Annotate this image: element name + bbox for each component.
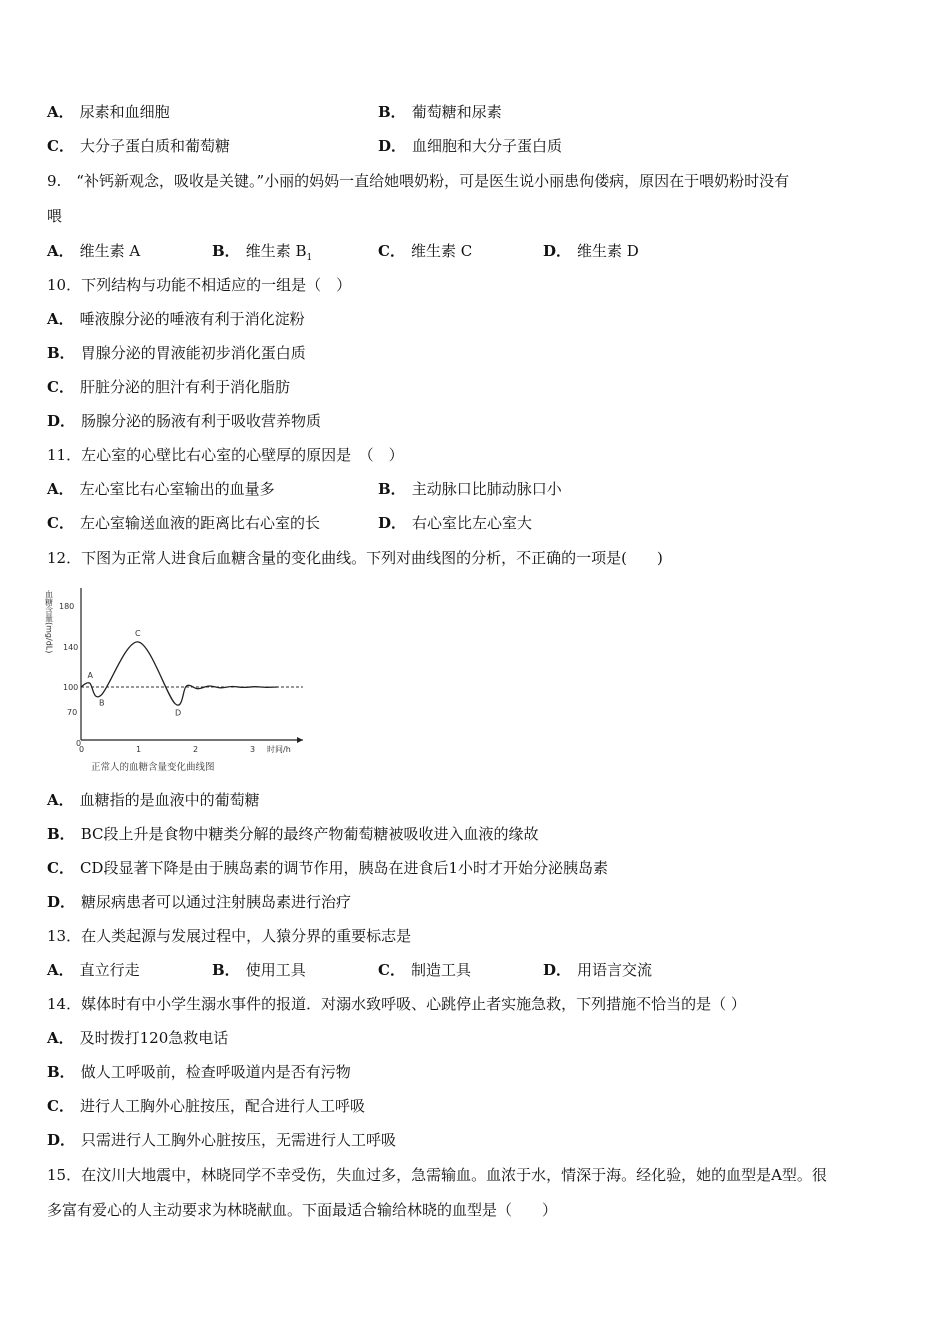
q9-option-c: C． 维生素 C bbox=[378, 242, 473, 260]
chart-xtick: 0 bbox=[79, 745, 85, 754]
q14-stem: 14．媒体时有中小学生溺水事件的报道．对溺水致呼吸、心跳停止者实施急救，下列措施不恰当的是（ ） bbox=[47, 995, 746, 1013]
chart-ylabel: 血糖含量(mg/dL) bbox=[45, 590, 54, 654]
q14-option-a: A． 及时拨打120急救电话 bbox=[47, 1029, 229, 1047]
q11-stem: 11．左心室的心壁比右心室的心壁厚的原因是 （ ） bbox=[47, 446, 404, 464]
q12-option-b: B． BC段上升是食物中糖类分解的最终产物葡萄糖被吸收进入血液的缘故 bbox=[47, 825, 539, 843]
q10-option-d: D． 肠腺分泌的肠液有利于吸收营养物质 bbox=[47, 412, 322, 430]
chart-xtick: 3 bbox=[250, 745, 256, 754]
q9-stem-continued: 喂 bbox=[47, 207, 63, 225]
q12-option-c: C． CD段显著下降是由于胰岛素的调节作用，胰岛在进食后1小时才开始分泌胰岛素 bbox=[47, 859, 609, 877]
q10-option-b: B． 胃腺分泌的胃液能初步消化蛋白质 bbox=[47, 344, 306, 362]
chart-ytick: 100 bbox=[63, 683, 79, 692]
chart-point-label-c: C bbox=[135, 628, 141, 638]
q9-option-a: A． 维生素 A bbox=[47, 242, 141, 260]
chart-ytick: 0 bbox=[76, 739, 82, 748]
q15-stem-continued: 多富有爱心的人主动要求为林晓献血。下面最适合输给林晓的血型是（ ） bbox=[47, 1201, 558, 1219]
q11-option-b: B． 主动脉口比肺动脉口小 bbox=[378, 480, 562, 498]
chart-xlabel: 时间/h bbox=[267, 745, 291, 754]
q8-option-b: B． 葡萄糖和尿素 bbox=[378, 103, 502, 121]
chart-xtick: 1 bbox=[136, 745, 142, 754]
chart-ytick: 140 bbox=[63, 643, 79, 652]
q13-option-b: B． 使用工具 bbox=[212, 961, 306, 979]
q15-stem: 15．在汶川大地震中，林晓同学不幸受伤，失血过多，急需输血。血浓于水，情深于海。经化验，她的血型是A型。很 bbox=[47, 1166, 827, 1184]
q13-option-c: C． 制造工具 bbox=[378, 961, 471, 979]
q13-option-a: A． 直立行走 bbox=[47, 961, 140, 979]
q14-option-b: B． 做人工呼吸前，检查呼吸道内是否有污物 bbox=[47, 1063, 351, 1081]
q14-option-c: C． 进行人工胸外心脏按压，配合进行人工呼吸 bbox=[47, 1097, 365, 1115]
q10-option-a: A． 唾液腺分泌的唾液有利于消化淀粉 bbox=[47, 310, 305, 328]
chart-point-label-a: A bbox=[87, 671, 94, 680]
q8-option-d: D． 血细胞和大分子蛋白质 bbox=[378, 137, 563, 155]
q10-option-c: C． 肝脏分泌的胆汁有利于消化脂肪 bbox=[47, 378, 290, 396]
chart-xtick: 2 bbox=[193, 745, 199, 754]
q8-option-c: C． 大分子蛋白质和葡萄糖 bbox=[47, 137, 230, 155]
q11-option-c: C． 左心室输送血液的距离比右心室的长 bbox=[47, 514, 320, 532]
q9-option-d: D． 维生素 D bbox=[543, 242, 639, 260]
q9-stem: 9. “补钙新观念，吸收是关键。”小丽的妈妈一直给她喂奶粉，可是医生说小丽患佝偻病，原因在于喂奶粉时没有 bbox=[47, 172, 790, 190]
q11-option-d: D． 右心室比左心室大 bbox=[378, 514, 533, 532]
q10-stem: 10．下列结构与功能不相适应的一组是（ ） bbox=[47, 276, 352, 294]
chart-title: 正常人的血糖含量变化曲线图 bbox=[91, 762, 215, 773]
blood-sugar-chart bbox=[45, 580, 310, 775]
q12-stem: 12．下图为正常人进食后血糖含量的变化曲线。下列对曲线图的分析，不正确的一项是( ) bbox=[47, 549, 663, 567]
q9-option-b: B． 维生素 $B_1$ bbox=[212, 242, 313, 263]
q13-option-d: D． 用语言交流 bbox=[543, 961, 653, 979]
chart-point-label-b: B bbox=[98, 698, 105, 708]
chart-point-label-d: D bbox=[175, 708, 182, 718]
q12-option-a: A． 血糖指的是血液中的葡萄糖 bbox=[47, 791, 260, 809]
chart-x-arrow bbox=[297, 737, 303, 743]
q8-option-a: A． 尿素和血细胞 bbox=[47, 103, 170, 121]
chart-ytick: 180 bbox=[59, 602, 75, 611]
q13-stem: 13．在人类起源与发展过程中，人猿分界的重要标志是 bbox=[47, 927, 412, 945]
q12-option-d: D． 糖尿病患者可以通过注射胰岛素进行治疗 bbox=[47, 893, 352, 911]
chart-series-line bbox=[81, 642, 278, 708]
chart-ytick: 70 bbox=[67, 708, 78, 717]
q11-option-a: A． 左心室比右心室输出的血量多 bbox=[47, 480, 275, 498]
q14-option-d: D． 只需进行人工胸外心脏按压，无需进行人工呼吸 bbox=[47, 1131, 397, 1149]
